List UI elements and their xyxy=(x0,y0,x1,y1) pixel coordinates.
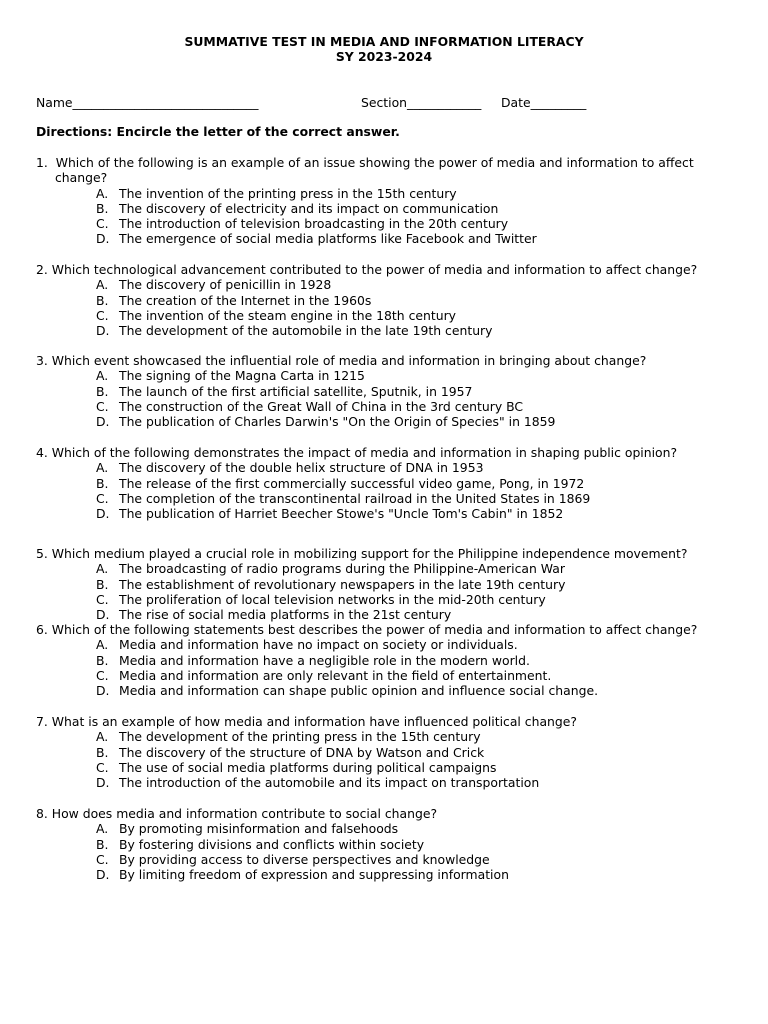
option-b[interactable] xyxy=(36,384,738,399)
option-a[interactable] xyxy=(36,460,738,475)
name-field: Name______________________________ xyxy=(36,95,259,110)
option-text: The creation of the Internet in the 1960s xyxy=(119,292,372,308)
option-text: The discovery of penicillin in 1928 xyxy=(119,277,332,293)
option-letter: B. xyxy=(96,652,109,668)
option-letter: B. xyxy=(96,383,109,399)
option-text: Media and information have no impact on society or individuals. xyxy=(119,637,518,653)
option-letter: C. xyxy=(96,216,109,232)
option-letter: B. xyxy=(96,744,109,760)
option-c[interactable] xyxy=(36,216,738,231)
option-a[interactable] xyxy=(36,729,738,744)
option-text: The publication of Charles Darwin's "On the Origin of Species" in 1859 xyxy=(119,414,556,430)
option-b[interactable] xyxy=(36,201,738,216)
option-c[interactable] xyxy=(36,399,738,414)
question-4 xyxy=(36,445,738,521)
option-letter: A. xyxy=(96,368,109,384)
option-text: By fostering divisions and conflicts within society xyxy=(119,836,425,852)
question-7 xyxy=(36,714,738,790)
option-letter: D. xyxy=(96,867,110,883)
option-letter: B. xyxy=(96,576,109,592)
option-a[interactable] xyxy=(36,637,738,652)
option-text: By promoting misinformation and falsehoods xyxy=(119,821,399,837)
option-letter: D. xyxy=(96,506,110,522)
option-d[interactable] xyxy=(36,231,738,246)
option-b[interactable] xyxy=(36,293,738,308)
option-c[interactable] xyxy=(36,760,738,775)
option-letter: C. xyxy=(96,851,109,867)
option-d[interactable] xyxy=(36,775,738,790)
option-text: The establishment of revolutionary newspapers in the late 19th century xyxy=(119,576,566,592)
option-a[interactable] xyxy=(36,186,738,201)
option-text: The discovery of the structure of DNA by Watson and Crick xyxy=(119,744,485,760)
option-letter: A. xyxy=(96,277,109,293)
option-d[interactable] xyxy=(36,323,738,338)
option-text: The publication of Harriet Beecher Stowe's "Uncle Tom's Cabin" in 1852 xyxy=(119,506,564,522)
option-a[interactable] xyxy=(36,277,738,292)
option-text: The development of the printing press in the 15th century xyxy=(119,729,481,745)
option-text: By limiting freedom of expression and suppressing information xyxy=(119,867,509,883)
option-letter: D. xyxy=(96,607,110,623)
option-letter: D. xyxy=(96,683,110,699)
option-letter: D. xyxy=(96,775,110,791)
option-d[interactable] xyxy=(36,867,738,882)
question-stem: 2. Which technological advancement contributed to the power of media and information to affect change? xyxy=(36,262,698,277)
option-b[interactable] xyxy=(36,653,738,668)
option-letter: B. xyxy=(96,475,109,491)
option-text: The introduction of television broadcasting in the 20th century xyxy=(119,216,509,232)
option-b[interactable] xyxy=(36,837,738,852)
option-text: The broadcasting of radio programs during the Philippine-American War xyxy=(119,561,565,577)
question-stem: 5. Which medium played a crucial role in mobilizing support for the Philippine independence movement? xyxy=(36,546,688,561)
student-info-row xyxy=(36,95,748,111)
option-text: The rise of social media platforms in the 21st century xyxy=(119,607,452,623)
option-b[interactable] xyxy=(36,577,738,592)
option-text: The completion of the transcontinental railroad in the United States in 1869 xyxy=(119,490,591,506)
option-text: Media and information are only relevant in the field of entertainment. xyxy=(119,667,552,683)
question-stem: 4. Which of the following demonstrates the impact of media and information in shaping public opinion? xyxy=(36,445,678,460)
option-a[interactable] xyxy=(36,561,738,576)
school-year: SY 2023-2024 xyxy=(335,49,433,64)
option-text: By providing access to diverse perspectives and knowledge xyxy=(119,851,490,867)
option-letter: A. xyxy=(96,561,109,577)
option-letter: C. xyxy=(96,490,109,506)
option-text: The discovery of the double helix structure of DNA in 1953 xyxy=(119,460,484,476)
question-stem: 3. Which event showcased the influential role of media and information in bringing about change? xyxy=(36,353,647,368)
question-6 xyxy=(36,622,738,698)
option-text: The signing of the Magna Carta in 1215 xyxy=(119,368,365,384)
option-text: The invention of the printing press in the 15th century xyxy=(119,185,457,201)
option-d[interactable] xyxy=(36,607,738,622)
question-8 xyxy=(36,806,738,882)
question-stem: 1. Which of the following is an example of an issue showing the power of media and information to affect change? xyxy=(36,155,694,186)
document-title: SUMMATIVE TEST IN MEDIA AND INFORMATION LITERACY xyxy=(184,34,584,49)
option-text: The launch of the first artificial satellite, Sputnik, in 1957 xyxy=(119,383,473,399)
option-c[interactable] xyxy=(36,852,738,867)
option-letter: C. xyxy=(96,307,109,323)
option-letter: B. xyxy=(96,200,109,216)
option-text: The development of the automobile in the late 19th century xyxy=(119,323,493,339)
option-c[interactable] xyxy=(36,491,738,506)
option-d[interactable] xyxy=(36,414,738,429)
question-3 xyxy=(36,353,738,429)
question-stem: 6. Which of the following statements best describes the power of media and information to affect change? xyxy=(36,622,698,637)
question-1 xyxy=(36,155,738,247)
option-letter: C. xyxy=(96,591,109,607)
option-letter: C. xyxy=(96,667,109,683)
option-letter: A. xyxy=(96,185,109,201)
option-text: The construction of the Great Wall of China in the 3rd century BC xyxy=(119,398,524,414)
date-field: Date_________ xyxy=(501,95,587,110)
option-text: The use of social media platforms during political campaigns xyxy=(119,759,497,775)
option-b[interactable] xyxy=(36,476,738,491)
section-field: Section____________ xyxy=(361,95,482,110)
option-letter: C. xyxy=(96,759,109,775)
option-letter: D. xyxy=(96,323,110,339)
option-letter: A. xyxy=(96,460,109,476)
option-text: The discovery of electricity and its impact on communication xyxy=(119,200,499,216)
option-a[interactable] xyxy=(36,368,738,383)
option-a[interactable] xyxy=(36,821,738,836)
option-c[interactable] xyxy=(36,668,738,683)
option-letter: A. xyxy=(96,821,109,837)
option-text: The release of the first commercially successful video game, Pong, in 1972 xyxy=(119,475,585,491)
directions: Directions: Encircle the letter of the correct answer. xyxy=(36,124,400,139)
option-letter: A. xyxy=(96,637,109,653)
option-text: Media and information can shape public opinion and influence social change. xyxy=(119,683,599,699)
option-letter: A. xyxy=(96,729,109,745)
option-letter: C. xyxy=(96,398,109,414)
option-text: The introduction of the automobile and its impact on transportation xyxy=(119,775,540,791)
option-letter: B. xyxy=(96,292,109,308)
question-stem: 8. How does media and information contribute to social change? xyxy=(36,806,438,821)
option-d[interactable] xyxy=(36,506,738,521)
option-letter: D. xyxy=(96,414,110,430)
question-2 xyxy=(36,262,738,338)
question-5 xyxy=(36,546,738,622)
option-c[interactable] xyxy=(36,592,738,607)
option-c[interactable] xyxy=(36,308,738,323)
option-text: The invention of the steam engine in the 18th century xyxy=(119,307,457,323)
option-d[interactable] xyxy=(36,683,738,698)
option-b[interactable] xyxy=(36,745,738,760)
option-letter: B. xyxy=(96,836,109,852)
option-text: The emergence of social media platforms like Facebook and Twitter xyxy=(119,231,537,247)
option-letter: D. xyxy=(96,231,110,247)
option-text: Media and information have a negligible role in the modern world. xyxy=(119,652,530,668)
question-stem: 7. What is an example of how media and information have influenced political change? xyxy=(36,714,577,729)
option-text: The proliferation of local television networks in the mid-20th century xyxy=(119,591,546,607)
